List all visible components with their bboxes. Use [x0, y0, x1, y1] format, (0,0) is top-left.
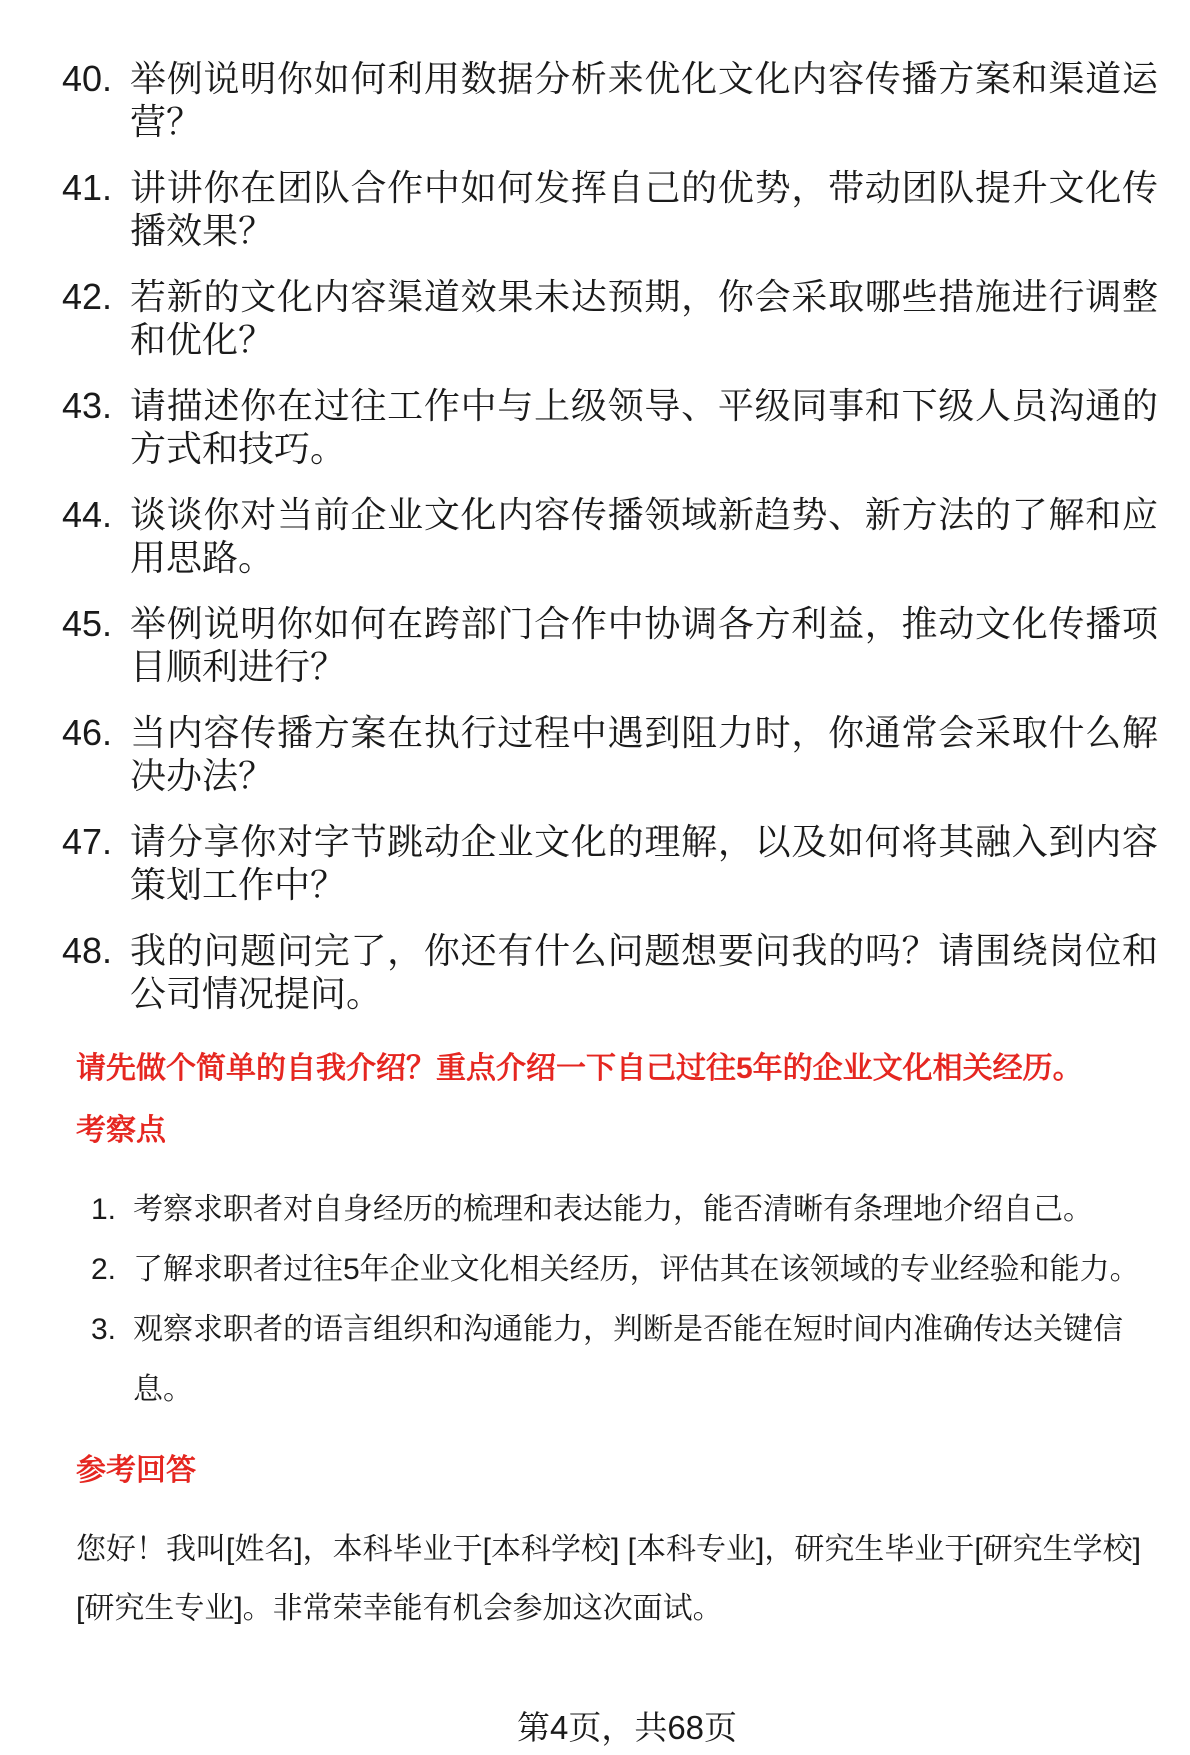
question-text: 举例说明你如何利用数据分析来优化文化内容传播方案和渠道运营？: [130, 58, 1158, 142]
point-number: 2.: [91, 1253, 117, 1286]
page-number: 第4页，共68页: [516, 1709, 738, 1746]
question-item: [62, 57, 1158, 143]
question-number: 41.: [62, 167, 113, 208]
question-text: 我的问题问完了，你还有什么问题想要问我的吗？请围绕岗位和公司情况提问。: [130, 930, 1158, 1014]
question-item: [62, 820, 1158, 906]
question-text: 谈谈你对当前企业文化内容传播领域新趋势、新方法的了解和应用思路。: [130, 494, 1158, 578]
point-text: 了解求职者过往5年企业文化相关经历，评估其在该领域的专业经验和能力。: [133, 1253, 1140, 1286]
question-item: [62, 929, 1158, 1015]
point-text: 观察求职者的语言组织和沟通能力，判断是否能在短时间内准确传达关键信息。: [133, 1313, 1123, 1406]
question-text: 请描述你在过往工作中与上级领导、平级同事和下级人员沟通的方式和技巧。: [130, 385, 1158, 469]
question-list: [62, 57, 1158, 1038]
question-number: 43.: [62, 385, 113, 426]
question-item: [62, 711, 1158, 797]
assessment-point: [91, 1240, 1163, 1300]
question-number: 42.: [62, 276, 113, 317]
question-number: 45.: [62, 603, 113, 644]
question-item: [62, 275, 1158, 361]
current-question-heading: 请先做个简单的自我介绍？重点介绍一下自己过往5年的企业文化相关经历。: [76, 1052, 1083, 1085]
question-number: 48.: [62, 930, 113, 971]
question-text: 请分享你对字节跳动企业文化的理解，以及如何将其融入到内容策划工作中？: [130, 821, 1158, 905]
reference-answer-heading: 参考回答: [76, 1454, 196, 1487]
question-text: 举例说明你如何在跨部门合作中协调各方利益，推动文化传播项目顺利进行？: [130, 603, 1158, 687]
question-number: 44.: [62, 494, 113, 535]
question-number: 47.: [62, 821, 113, 862]
question-item: [62, 602, 1158, 688]
question-number: 40.: [62, 58, 113, 99]
point-number: 3.: [91, 1313, 117, 1346]
question-number: 46.: [62, 712, 113, 753]
reference-answer-text: 您好！我叫[姓名]，本科毕业于[本科学校] [本科专业]，研究生毕业于[研究生学校] [研究生专业]。非常荣幸能有机会参加这次面试。: [76, 1533, 1142, 1625]
question-item: [62, 493, 1158, 579]
question-text: 若新的文化内容渠道效果未达预期，你会采取哪些措施进行调整和优化？: [130, 276, 1158, 360]
question-text: 讲讲你在团队合作中如何发挥自己的优势，带动团队提升文化传播效果？: [130, 167, 1158, 251]
question-item: [62, 384, 1158, 470]
question-item: [62, 166, 1158, 252]
assessment-list: [91, 1180, 1163, 1420]
point-number: 1.: [91, 1193, 117, 1226]
assessment-point: [91, 1300, 1163, 1420]
question-text: 当内容传播方案在执行过程中遇到阻力时，你通常会采取什么解决办法？: [130, 712, 1158, 796]
assessment-heading: 考察点: [76, 1114, 166, 1147]
assessment-point: [91, 1180, 1163, 1240]
point-text: 考察求职者对自身经历的梳理和表达能力，能否清晰有条理地介绍自己。: [133, 1193, 1093, 1226]
